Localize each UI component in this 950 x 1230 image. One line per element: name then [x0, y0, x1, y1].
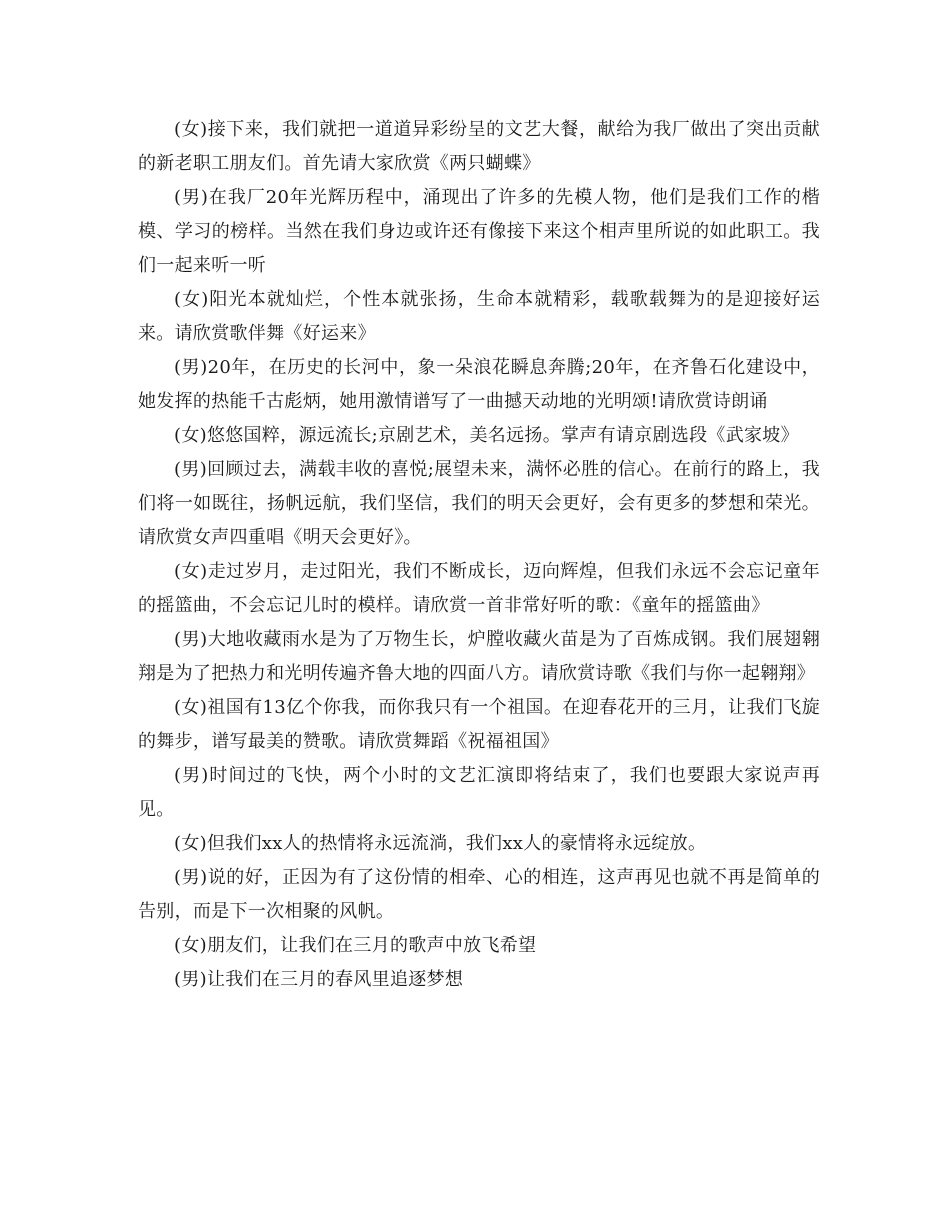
- paragraph-12: (男)说的好，正因为有了这份情的相牵、心的相连，这声再见也就不再是简单的告别，而是下一次相聚的风帆。: [138, 867, 820, 922]
- paragraph-1: (女)接下来，我们就把一道道异彩纷呈的文艺大餐，献给为我厂做出了突出贡献的新老职工朋友们。首先请大家欣赏《两只蝴蝶》: [138, 119, 820, 174]
- paragraph-14: (男)让我们在三月的春风里追逐梦想: [174, 969, 464, 990]
- paragraph-2: (男)在我厂20年光辉历程中，涌现出了许多的先模人物，他们是我们工作的楷模、学习的榜样。当然在我们身边或许还有像接下来这个相声里所说的如此职工。我们一起来听一听: [138, 187, 820, 276]
- paragraph-3: (女)阳光本就灿烂，个性本就张扬，生命本就精彩，载歌载舞为的是迎接好运来。请欣赏歌伴舞《好运来》: [138, 289, 820, 344]
- paragraph-10: (男)时间过的飞快，两个小时的文艺汇演即将结束了，我们也要跟大家说声再见。: [138, 765, 820, 820]
- paragraph-4: (男)20年，在历史的长河中，象一朵浪花瞬息奔腾;20年，在齐鲁石化建设中，她发挥的热能千古彪炳，她用激情谱写了一曲撼天动地的光明颂!请欣赏诗朗诵: [138, 357, 820, 412]
- document-body: [138, 113, 820, 997]
- paragraph-6: (男)回顾过去，满载丰收的喜悦;展望未来，满怀必胜的信心。在前行的路上，我们将一如既往，扬帆远航，我们坚信，我们的明天会更好，会有更多的梦想和荣光。请欣赏女声四重唱《明天会更好》。: [138, 459, 820, 548]
- paragraph-9: (女)祖国有13亿个你我，而你我只有一个祖国。在迎春花开的三月，让我们飞旋的舞步，谱写最美的赞歌。请欣赏舞蹈《祝福祖国》: [138, 697, 820, 752]
- paragraph-8: (男)大地收藏雨水是为了万物生长，炉膛收藏火苗是为了百炼成钢。我们展翅翱翔是为了把热力和光明传遍齐鲁大地的四面八方。请欣赏诗歌《我们与你一起翱翔》: [138, 629, 820, 684]
- paragraph-7: (女)走过岁月，走过阳光，我们不断成长，迈向辉煌，但我们永远不会忘记童年的摇篮曲，不会忘记儿时的模样。请欣赏一首非常好听的歌：《童年的摇篮曲》: [138, 561, 820, 616]
- paragraph-5: (女)悠悠国粹，源远流长;京剧艺术，美名远扬。掌声有请京剧选段《武家坡》: [174, 425, 799, 446]
- paragraph-11: (女)但我们xx人的热情将永远流淌，我们xx人的豪情将永远绽放。: [174, 833, 707, 854]
- paragraph-13: (女)朋友们，让我们在三月的歌声中放飞希望: [174, 935, 537, 956]
